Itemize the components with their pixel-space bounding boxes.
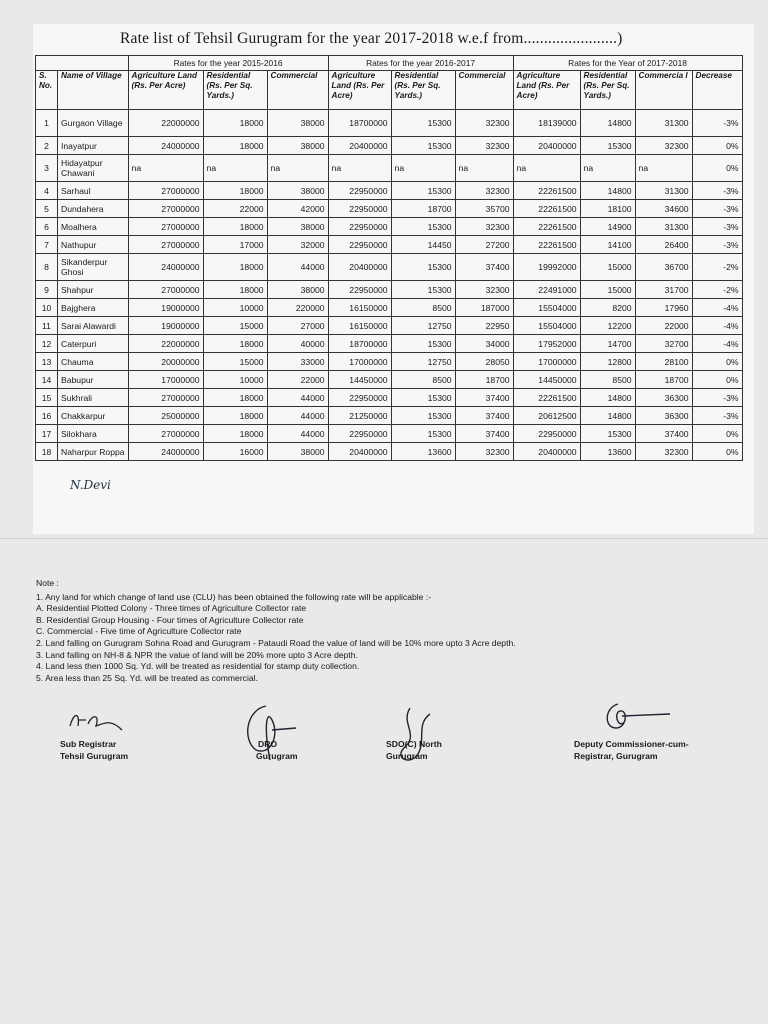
table-row	[36, 407, 743, 425]
row-com-2015: 44000	[267, 425, 328, 443]
row-village: Dundahera	[58, 200, 129, 218]
row-res-2015: 18000	[203, 281, 267, 299]
row-village: Hidayatpur Chawani	[58, 155, 129, 182]
row-agri-2016: 22950000	[328, 200, 391, 218]
header-sno: S. No.	[36, 71, 58, 110]
header-agri-2015: Agriculture Land (Rs. Per Acre)	[128, 71, 203, 110]
row-decrease: -3%	[692, 407, 742, 425]
row-sno: 13	[36, 353, 58, 371]
sdo-block	[386, 738, 442, 762]
row-com-2017: 32700	[635, 335, 692, 353]
row-agri-2015: 19000000	[128, 317, 203, 335]
table-row	[36, 200, 743, 218]
row-res-2016: 15300	[391, 335, 455, 353]
table-row	[36, 371, 743, 389]
row-com-2017: 31300	[635, 182, 692, 200]
row-com-2015: 42000	[267, 200, 328, 218]
row-sno: 11	[36, 317, 58, 335]
row-decrease: 0%	[692, 137, 742, 155]
row-agri-2017: 20400000	[513, 137, 580, 155]
row-agri-2016: 22950000	[328, 218, 391, 236]
row-agri-2016: 22950000	[328, 236, 391, 254]
row-agri-2015: 24000000	[128, 443, 203, 461]
row-com-2016: 34000	[455, 335, 513, 353]
rate-table	[35, 55, 743, 461]
note-line: 3. Land falling on NH-8 & NPR the value of land will be 20% more upto 3 Acre depth.	[36, 649, 358, 660]
dc-signature-mark	[600, 698, 674, 734]
table-row	[36, 389, 743, 407]
table-row	[36, 155, 743, 182]
row-agri-2017: 22261500	[513, 182, 580, 200]
row-res-2015: 15000	[203, 353, 267, 371]
row-agri-2017: 15504000	[513, 299, 580, 317]
row-com-2016: 35700	[455, 200, 513, 218]
header-agri-2017: Agriculture Land (Rs. Per Acre)	[513, 71, 580, 110]
row-res-2017: 15300	[580, 137, 635, 155]
row-com-2015: na	[267, 155, 328, 182]
row-res-2016: 15300	[391, 218, 455, 236]
sub-registrar-title: Sub Registrar	[60, 739, 117, 749]
note-line: 4. Land less then 1000 Sq. Yd. will be treated as residential for stamp duty collection.	[36, 661, 360, 672]
row-agri-2015: na	[128, 155, 203, 182]
row-res-2017: 13600	[580, 443, 635, 461]
row-com-2016: 27200	[455, 236, 513, 254]
page-fold-line	[0, 538, 768, 539]
table-row	[36, 254, 743, 281]
row-com-2016: 28050	[455, 353, 513, 371]
header-agri-2016: Agriculture Land (Rs. Per Acre)	[328, 71, 391, 110]
row-res-2015: 18000	[203, 335, 267, 353]
row-agri-2016: 21250000	[328, 407, 391, 425]
table-row	[36, 443, 743, 461]
row-res-2017: 14800	[580, 182, 635, 200]
row-decrease: -3%	[692, 236, 742, 254]
row-com-2017: 36300	[635, 407, 692, 425]
dc-block	[574, 738, 689, 762]
row-res-2016: 15300	[391, 137, 455, 155]
row-agri-2017: 22491000	[513, 281, 580, 299]
row-com-2015: 33000	[267, 353, 328, 371]
row-res-2015: 18000	[203, 218, 267, 236]
row-decrease: 0%	[692, 425, 742, 443]
row-agri-2015: 24000000	[128, 137, 203, 155]
dro-office: Gurugram	[256, 751, 298, 761]
row-agri-2015: 27000000	[128, 389, 203, 407]
row-res-2017: 14800	[580, 110, 635, 137]
row-com-2015: 38000	[267, 218, 328, 236]
period-header-row	[36, 56, 743, 71]
row-agri-2017: 14450000	[513, 371, 580, 389]
row-res-2017: 14800	[580, 407, 635, 425]
table-row	[36, 299, 743, 317]
row-com-2015: 40000	[267, 335, 328, 353]
table-row	[36, 236, 743, 254]
row-agri-2017: 22261500	[513, 218, 580, 236]
row-com-2016: 32300	[455, 110, 513, 137]
row-com-2016: 22950	[455, 317, 513, 335]
row-com-2015: 44000	[267, 389, 328, 407]
table-row	[36, 317, 743, 335]
row-res-2016: 8500	[391, 299, 455, 317]
row-com-2017: 32300	[635, 137, 692, 155]
row-res-2015: 18000	[203, 425, 267, 443]
row-sno: 18	[36, 443, 58, 461]
notes-heading: Note :	[36, 578, 59, 588]
dc-title: Deputy Commissioner-cum-	[574, 739, 689, 749]
row-sno: 14	[36, 371, 58, 389]
row-res-2015: 10000	[203, 371, 267, 389]
row-village: Chakkarpur	[58, 407, 129, 425]
row-com-2016: 32300	[455, 182, 513, 200]
row-village: Sikanderpur Ghosi	[58, 254, 129, 281]
document-title: Rate list of Tehsil Gurugram for the year 2017-2018 w.e.f from.......................)	[120, 30, 623, 47]
row-agri-2017: 20612500	[513, 407, 580, 425]
row-village: Sukhrali	[58, 389, 129, 407]
row-com-2016: 37400	[455, 425, 513, 443]
row-com-2015: 38000	[267, 182, 328, 200]
row-agri-2016: 17000000	[328, 353, 391, 371]
row-agri-2016: 22950000	[328, 389, 391, 407]
row-village: Bajghera	[58, 299, 129, 317]
row-com-2015: 22000	[267, 371, 328, 389]
row-com-2017: 18700	[635, 371, 692, 389]
row-agri-2017: 22261500	[513, 200, 580, 218]
row-res-2015: 16000	[203, 443, 267, 461]
row-res-2016: 15300	[391, 281, 455, 299]
row-com-2017: 36700	[635, 254, 692, 281]
row-com-2015: 27000	[267, 317, 328, 335]
row-res-2015: 15000	[203, 317, 267, 335]
row-res-2017: 14100	[580, 236, 635, 254]
row-agri-2015: 24000000	[128, 254, 203, 281]
row-sno: 17	[36, 425, 58, 443]
row-res-2016: 15300	[391, 182, 455, 200]
period-2017-2018: Rates for the Year of 2017-2018	[513, 56, 742, 71]
row-res-2016: 15300	[391, 254, 455, 281]
row-agri-2016: 22950000	[328, 425, 391, 443]
row-decrease: 0%	[692, 371, 742, 389]
row-com-2017: 31700	[635, 281, 692, 299]
row-agri-2015: 27000000	[128, 281, 203, 299]
row-village: Naharpur Roppa	[58, 443, 129, 461]
table-row	[36, 182, 743, 200]
row-agri-2015: 27000000	[128, 218, 203, 236]
row-res-2016: 15300	[391, 110, 455, 137]
row-res-2015: 22000	[203, 200, 267, 218]
row-sno: 6	[36, 218, 58, 236]
row-agri-2015: 20000000	[128, 353, 203, 371]
note-line: 1. Any land for which change of land use (CLU) has been obtained the following rate will be applicable :-	[36, 591, 432, 602]
row-agri-2017: 22261500	[513, 389, 580, 407]
row-village: Moalhera	[58, 218, 129, 236]
row-com-2017: 36300	[635, 389, 692, 407]
row-agri-2015: 19000000	[128, 299, 203, 317]
row-res-2015: 10000	[203, 299, 267, 317]
row-res-2015: na	[203, 155, 267, 182]
note-line: B. Residential Group Housing - Four times of Agriculture Collector rate	[36, 614, 304, 625]
table-row	[36, 110, 743, 137]
row-res-2016: 15300	[391, 425, 455, 443]
sub-registrar-block	[60, 738, 128, 762]
row-com-2015: 38000	[267, 137, 328, 155]
row-res-2016: 14450	[391, 236, 455, 254]
row-res-2015: 17000	[203, 236, 267, 254]
row-res-2017: 14900	[580, 218, 635, 236]
row-sno: 2	[36, 137, 58, 155]
row-sno: 16	[36, 407, 58, 425]
note-line: 5. Area less than 25 Sq. Yd. will be treated as commercial.	[36, 672, 258, 683]
row-agri-2015: 17000000	[128, 371, 203, 389]
row-agri-2015: 27000000	[128, 182, 203, 200]
row-res-2015: 18000	[203, 254, 267, 281]
row-agri-2016: 18700000	[328, 335, 391, 353]
row-agri-2017: 17000000	[513, 353, 580, 371]
row-com-2016: 37400	[455, 389, 513, 407]
period-2016-2017: Rates for the year 2016-2017	[328, 56, 513, 71]
row-village: Gurgaon Village	[58, 110, 129, 137]
sdo-office: Gurugram	[386, 751, 428, 761]
row-village: Shahpur	[58, 281, 129, 299]
row-sno: 8	[36, 254, 58, 281]
sub-registrar-signature-mark	[66, 708, 126, 736]
row-village: Sarai Alawardi	[58, 317, 129, 335]
row-sno: 15	[36, 389, 58, 407]
row-agri-2016: na	[328, 155, 391, 182]
row-res-2017: 15000	[580, 254, 635, 281]
row-agri-2016: 18700000	[328, 110, 391, 137]
row-sno: 3	[36, 155, 58, 182]
row-com-2017: na	[635, 155, 692, 182]
notes-section	[36, 578, 516, 684]
row-decrease: -3%	[692, 218, 742, 236]
row-sno: 7	[36, 236, 58, 254]
dro-block	[258, 738, 298, 762]
sdo-title: SDO(C) North	[386, 739, 442, 749]
row-agri-2016: 16150000	[328, 299, 391, 317]
row-agri-2016: 20400000	[328, 443, 391, 461]
row-agri-2017: 15504000	[513, 317, 580, 335]
row-com-2016: 32300	[455, 281, 513, 299]
header-res-2017: Residential (Rs. Per Sq. Yards.)	[580, 71, 635, 110]
table-row	[36, 353, 743, 371]
row-village: Silokhara	[58, 425, 129, 443]
row-res-2017: 12800	[580, 353, 635, 371]
row-res-2016: 13600	[391, 443, 455, 461]
row-res-2016: 18700	[391, 200, 455, 218]
row-res-2015: 18000	[203, 110, 267, 137]
row-res-2017: 14800	[580, 389, 635, 407]
row-decrease: -2%	[692, 254, 742, 281]
dc-office: Registrar, Gurugram	[574, 751, 658, 761]
initials-mark: N.Devi	[70, 478, 111, 492]
row-sno: 12	[36, 335, 58, 353]
table-row	[36, 218, 743, 236]
sub-registrar-office: Tehsil Gurugram	[60, 751, 129, 761]
row-com-2016: 32300	[455, 443, 513, 461]
row-agri-2017: 22950000	[513, 425, 580, 443]
row-sno: 1	[36, 110, 58, 137]
row-agri-2015: 27000000	[128, 425, 203, 443]
header-com-2017: Commercia l	[635, 71, 692, 110]
row-sno: 4	[36, 182, 58, 200]
row-agri-2015: 27000000	[128, 236, 203, 254]
row-com-2016: 32300	[455, 218, 513, 236]
row-decrease: -3%	[692, 200, 742, 218]
row-res-2016: 15300	[391, 407, 455, 425]
row-com-2017: 37400	[635, 425, 692, 443]
row-com-2017: 26400	[635, 236, 692, 254]
row-com-2016: 37400	[455, 407, 513, 425]
note-line: A. Residential Plotted Colony - Three times of Agriculture Collector rate	[36, 603, 307, 614]
row-agri-2017: 19992000	[513, 254, 580, 281]
row-agri-2015: 25000000	[128, 407, 203, 425]
row-res-2017: 14700	[580, 335, 635, 353]
row-village: Sarhaul	[58, 182, 129, 200]
row-res-2016: 12750	[391, 353, 455, 371]
row-decrease: -2%	[692, 281, 742, 299]
row-com-2017: 31300	[635, 218, 692, 236]
row-res-2017: 8200	[580, 299, 635, 317]
row-res-2017: 12200	[580, 317, 635, 335]
row-com-2015: 38000	[267, 110, 328, 137]
row-com-2016: 32300	[455, 137, 513, 155]
row-village: Inayatpur	[58, 137, 129, 155]
row-decrease: 0%	[692, 155, 742, 182]
header-com-2015: Commercial	[267, 71, 328, 110]
note-line: C. Commercial - Five time of Agriculture Collector rate	[36, 626, 242, 637]
row-res-2017: 15300	[580, 425, 635, 443]
row-com-2017: 22000	[635, 317, 692, 335]
row-com-2017: 28100	[635, 353, 692, 371]
row-agri-2015: 27000000	[128, 200, 203, 218]
row-agri-2016: 14450000	[328, 371, 391, 389]
row-res-2017: 18100	[580, 200, 635, 218]
row-res-2015: 18000	[203, 137, 267, 155]
row-res-2016: 8500	[391, 371, 455, 389]
row-decrease: 0%	[692, 443, 742, 461]
row-com-2015: 38000	[267, 443, 328, 461]
row-res-2016: 15300	[391, 389, 455, 407]
row-village: Caterpuri	[58, 335, 129, 353]
row-agri-2016: 20400000	[328, 137, 391, 155]
row-agri-2015: 22000000	[128, 110, 203, 137]
header-village: Name of Village	[58, 71, 129, 110]
row-sno: 5	[36, 200, 58, 218]
row-decrease: -3%	[692, 389, 742, 407]
row-decrease: -3%	[692, 182, 742, 200]
row-agri-2017: 20400000	[513, 443, 580, 461]
row-agri-2016: 22950000	[328, 281, 391, 299]
row-decrease: -4%	[692, 299, 742, 317]
table-row	[36, 335, 743, 353]
table-row	[36, 137, 743, 155]
row-sno: 9	[36, 281, 58, 299]
row-com-2016: 37400	[455, 254, 513, 281]
table-row	[36, 281, 743, 299]
row-agri-2017: 17952000	[513, 335, 580, 353]
row-res-2016: na	[391, 155, 455, 182]
row-com-2017: 34600	[635, 200, 692, 218]
header-res-2015: Residential (Rs. Per Sq. Yards.)	[203, 71, 267, 110]
row-decrease: 0%	[692, 353, 742, 371]
row-agri-2016: 20400000	[328, 254, 391, 281]
header-res-2016: Residential (Rs. Per Sq. Yards.)	[391, 71, 455, 110]
row-com-2017: 31300	[635, 110, 692, 137]
row-agri-2017: na	[513, 155, 580, 182]
row-agri-2016: 22950000	[328, 182, 391, 200]
row-com-2015: 32000	[267, 236, 328, 254]
row-decrease: -4%	[692, 317, 742, 335]
row-village: Babupur	[58, 371, 129, 389]
row-village: Nathupur	[58, 236, 129, 254]
header-decrease: Decrease	[692, 71, 742, 110]
row-agri-2017: 22261500	[513, 236, 580, 254]
column-header-row	[36, 71, 743, 110]
row-res-2015: 18000	[203, 407, 267, 425]
row-agri-2016: 16150000	[328, 317, 391, 335]
row-com-2015: 220000	[267, 299, 328, 317]
row-agri-2015: 22000000	[128, 335, 203, 353]
row-com-2015: 38000	[267, 281, 328, 299]
row-village: Chauma	[58, 353, 129, 371]
row-com-2015: 44000	[267, 407, 328, 425]
row-decrease: -4%	[692, 335, 742, 353]
row-decrease: -3%	[692, 110, 742, 137]
row-com-2016: na	[455, 155, 513, 182]
row-res-2017: na	[580, 155, 635, 182]
row-res-2015: 18000	[203, 182, 267, 200]
row-res-2017: 8500	[580, 371, 635, 389]
row-res-2015: 18000	[203, 389, 267, 407]
row-res-2016: 12750	[391, 317, 455, 335]
note-line: 2. Land falling on Gurugram Sohna Road and Gurugram - Pataudi Road the value of land will be 10% more upto 3 Acre depth.	[36, 637, 516, 648]
header-com-2016: Commercial	[455, 71, 513, 110]
period-2015-2016: Rates for the year 2015-2016	[128, 56, 328, 71]
row-agri-2017: 18139000	[513, 110, 580, 137]
dro-title: DRO	[258, 739, 278, 749]
row-sno: 10	[36, 299, 58, 317]
table-row	[36, 425, 743, 443]
row-com-2017: 17960	[635, 299, 692, 317]
row-res-2017: 15000	[580, 281, 635, 299]
row-com-2015: 44000	[267, 254, 328, 281]
row-com-2017: 32300	[635, 443, 692, 461]
row-com-2016: 187000	[455, 299, 513, 317]
row-com-2016: 18700	[455, 371, 513, 389]
